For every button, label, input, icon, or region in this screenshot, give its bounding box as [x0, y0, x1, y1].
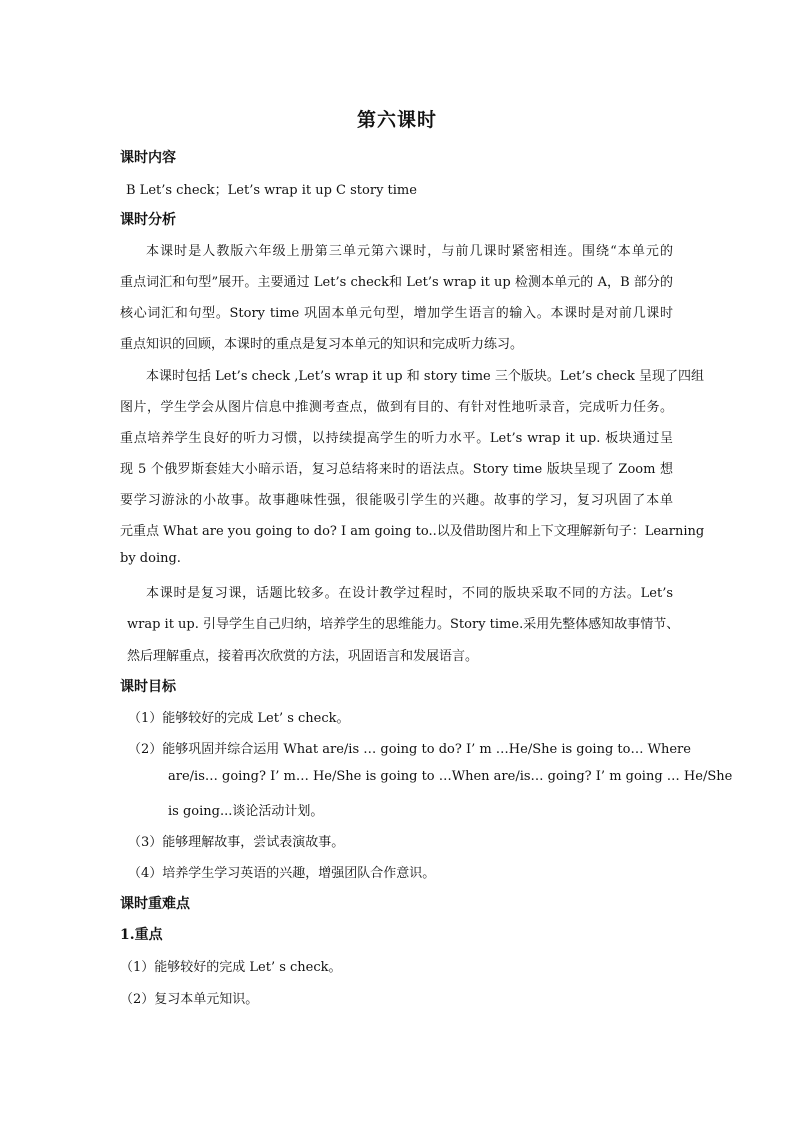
analysis-p1-line2: 重点词汇和句型”展开。主要通过 Let’s check和 Let’s wrap it up 检测本单元的 A，B 部分的 — [120, 275, 673, 290]
heading-lesson-analysis: 课时分析 — [120, 212, 176, 228]
heading-lesson-content: 课时内容 — [120, 150, 176, 166]
key-point-1: （1）能够较好的完成 Let’ s check。 — [120, 960, 342, 975]
analysis-p2-line2: 图片，学生学会从图片信息中推测考查点，做到有目的、有针对性地听录音，完成听力任务。 — [120, 400, 673, 415]
analysis-p3-line2: wrap it up. 引导学生自己归纳，培养学生的思维能力。Story time.采用先整体感知故事情节、 — [127, 617, 680, 632]
heading-key-points: 课时重难点 — [120, 896, 190, 912]
lesson-content-text: B Let’s check；Let’s wrap it up C story time — [126, 183, 417, 198]
analysis-p1-line1: 本课时是人教版六年级上册第三单元第六课时，与前几课时紧密相连。围绕“本单元的 — [146, 244, 673, 259]
goal-3: （3）能够理解故事，尝试表演故事。 — [128, 835, 345, 850]
analysis-p3-line3: 然后理解重点，接着再次欣赏的方法，巩固语言和发展语言。 — [127, 649, 479, 664]
analysis-p1-line4: 重点知识的回顾，本课时的重点是复习本单元的知识和完成听力练习。 — [120, 337, 524, 352]
goal-2-line2: are/is… going? I’ m… He/She is going to …When are/is… going? I’ m going … He/She — [168, 769, 733, 784]
analysis-p2-line6: 元重点 What are you going to do? I am going to..以及借助图片和上下文理解新句子：Learning — [120, 524, 705, 539]
heading-lesson-goals: 课时目标 — [120, 679, 176, 695]
key-point-2: （2）复习本单元知识。 — [120, 992, 259, 1007]
analysis-p2-line5: 要学习游泳的小故事。故事趣味性强，很能吸引学生的兴趣。故事的学习，复习巩固了本单 — [120, 493, 673, 508]
goal-1: （1）能够较好的完成 Let’ s check。 — [128, 711, 350, 726]
analysis-p3-line1: 本课时是复习课，话题比较多。在设计教学过程时，不同的版块采取不同的方法。Let’s — [146, 586, 673, 601]
goal-2-line1: （2）能够巩固并综合运用 What are/is … going to do? I’ m …He/She is going to… Where — [128, 742, 691, 757]
analysis-p2-line1: 本课时包括 Let’s check ,Let’s wrap it up 和 story time 三个版块。Let’s check 呈现了四组 — [146, 369, 704, 384]
goal-2-line3: is going...谈论活动计划。 — [168, 804, 324, 819]
subheading-key: 1.重点 — [120, 927, 163, 943]
analysis-p2-line3: 重点培养学生良好的听力习惯，以持续提高学生的听力水平。Let’s wrap it up. 板块通过呈 — [120, 431, 673, 446]
goal-4: （4）培养学生学习英语的兴趣，增强团队合作意识。 — [128, 866, 436, 881]
analysis-p2-line7: by doing. — [120, 551, 181, 566]
analysis-p2-line4: 现 5 个俄罗斯套娃大小暗示语，复习总结将来时的语法点。Story time 版块呈现了 Zoom 想 — [120, 462, 673, 477]
analysis-p1-line3: 核心词汇和句型。Story time 巩固本单元句型，增加学生语言的输入。本课时是对前几课时 — [120, 306, 673, 321]
page-title: 第六课时 — [356, 109, 437, 131]
